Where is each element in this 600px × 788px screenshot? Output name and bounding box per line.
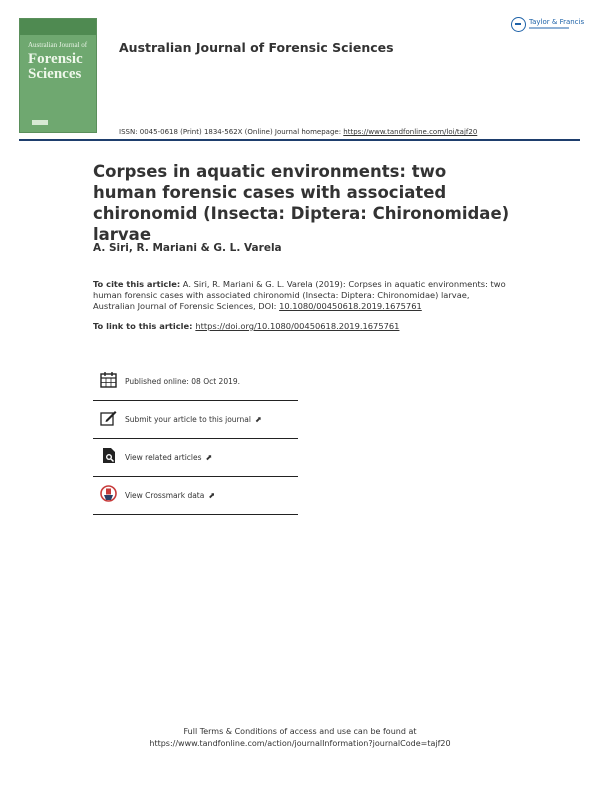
issn-text: ISSN: 0045-0618 (Print) 1834-562X (Online) Journal homepage: [119,128,344,136]
article-title: Corpses in aquatic environments: two human forensic cases with associated chironomid (Insecta: Diptera: Chironomidae) larvae [93,162,510,244]
article-doi-url[interactable]: https://doi.org/10.1080/00450618.2019.1675761 [195,321,400,331]
cover-title [28,52,83,82]
cover-band [20,19,96,35]
cite-text: A. Siri, R. Mariani & G. L. Varela (2019): Corpses in aquatic environments: two human forensic cases with associated chironomid (Insecta: Diptera: Chironomidae) larvae, Australian Journal of Forensic Sciences, DOI: [93,279,506,311]
cite-label: To cite this article: [93,279,181,289]
calendar-icon [100,371,117,388]
journal-cover [19,18,97,133]
related-articles-row[interactable] [93,439,298,477]
article-link-line [93,321,399,331]
terms-footer [0,726,600,750]
publisher-tagline [529,27,569,29]
publisher-logo-icon [511,17,526,32]
published-date: Published online: 08 Oct 2019. [125,377,241,386]
cover-line3: Sciences [28,66,82,82]
terms-url[interactable]: https://www.tandfonline.com/action/journalInformation?journalCode=tajf20 [149,739,451,748]
article-info-list [93,363,298,515]
submit-article-row[interactable] [93,401,298,439]
cover-publisher-mark [32,120,48,125]
crossmark-label: View Crossmark data [125,491,205,500]
citation-block [93,279,513,312]
publisher-name: Taylor & Francis [529,18,585,26]
published-row [93,363,298,401]
doi-link[interactable]: 10.1080/00450618.2019.1675761 [279,301,422,311]
submit-article-label: Submit your article to this journal [125,415,251,424]
external-link-icon: ⬈ [254,415,262,424]
terms-line1: Full Terms & Conditions of access and use can be found at [183,727,417,736]
external-link-icon: ⬈ [208,491,216,500]
related-articles-label: View related articles [125,453,202,462]
external-link-icon: ⬈ [205,453,213,462]
cover-line1: Australian Journal of [28,41,88,49]
issn-line [119,128,477,136]
header-divider [19,139,580,141]
submit-article-link[interactable] [125,415,262,424]
link-label: To link to this article: [93,321,196,331]
crossmark-icon [100,485,117,502]
crossmark-link[interactable] [125,491,215,500]
cover-line2: Forensic [28,51,83,67]
article-authors: A. Siri, R. Mariani & G. L. Varela [93,242,282,254]
crossmark-row[interactable] [93,477,298,515]
journal-homepage-link[interactable]: https://www.tandfonline.com/loi/tajf20 [343,128,478,136]
related-articles-link[interactable] [125,453,212,462]
journal-title: Australian Journal of Forensic Sciences [119,40,394,55]
document-search-icon [100,447,117,464]
edit-icon [100,409,117,426]
